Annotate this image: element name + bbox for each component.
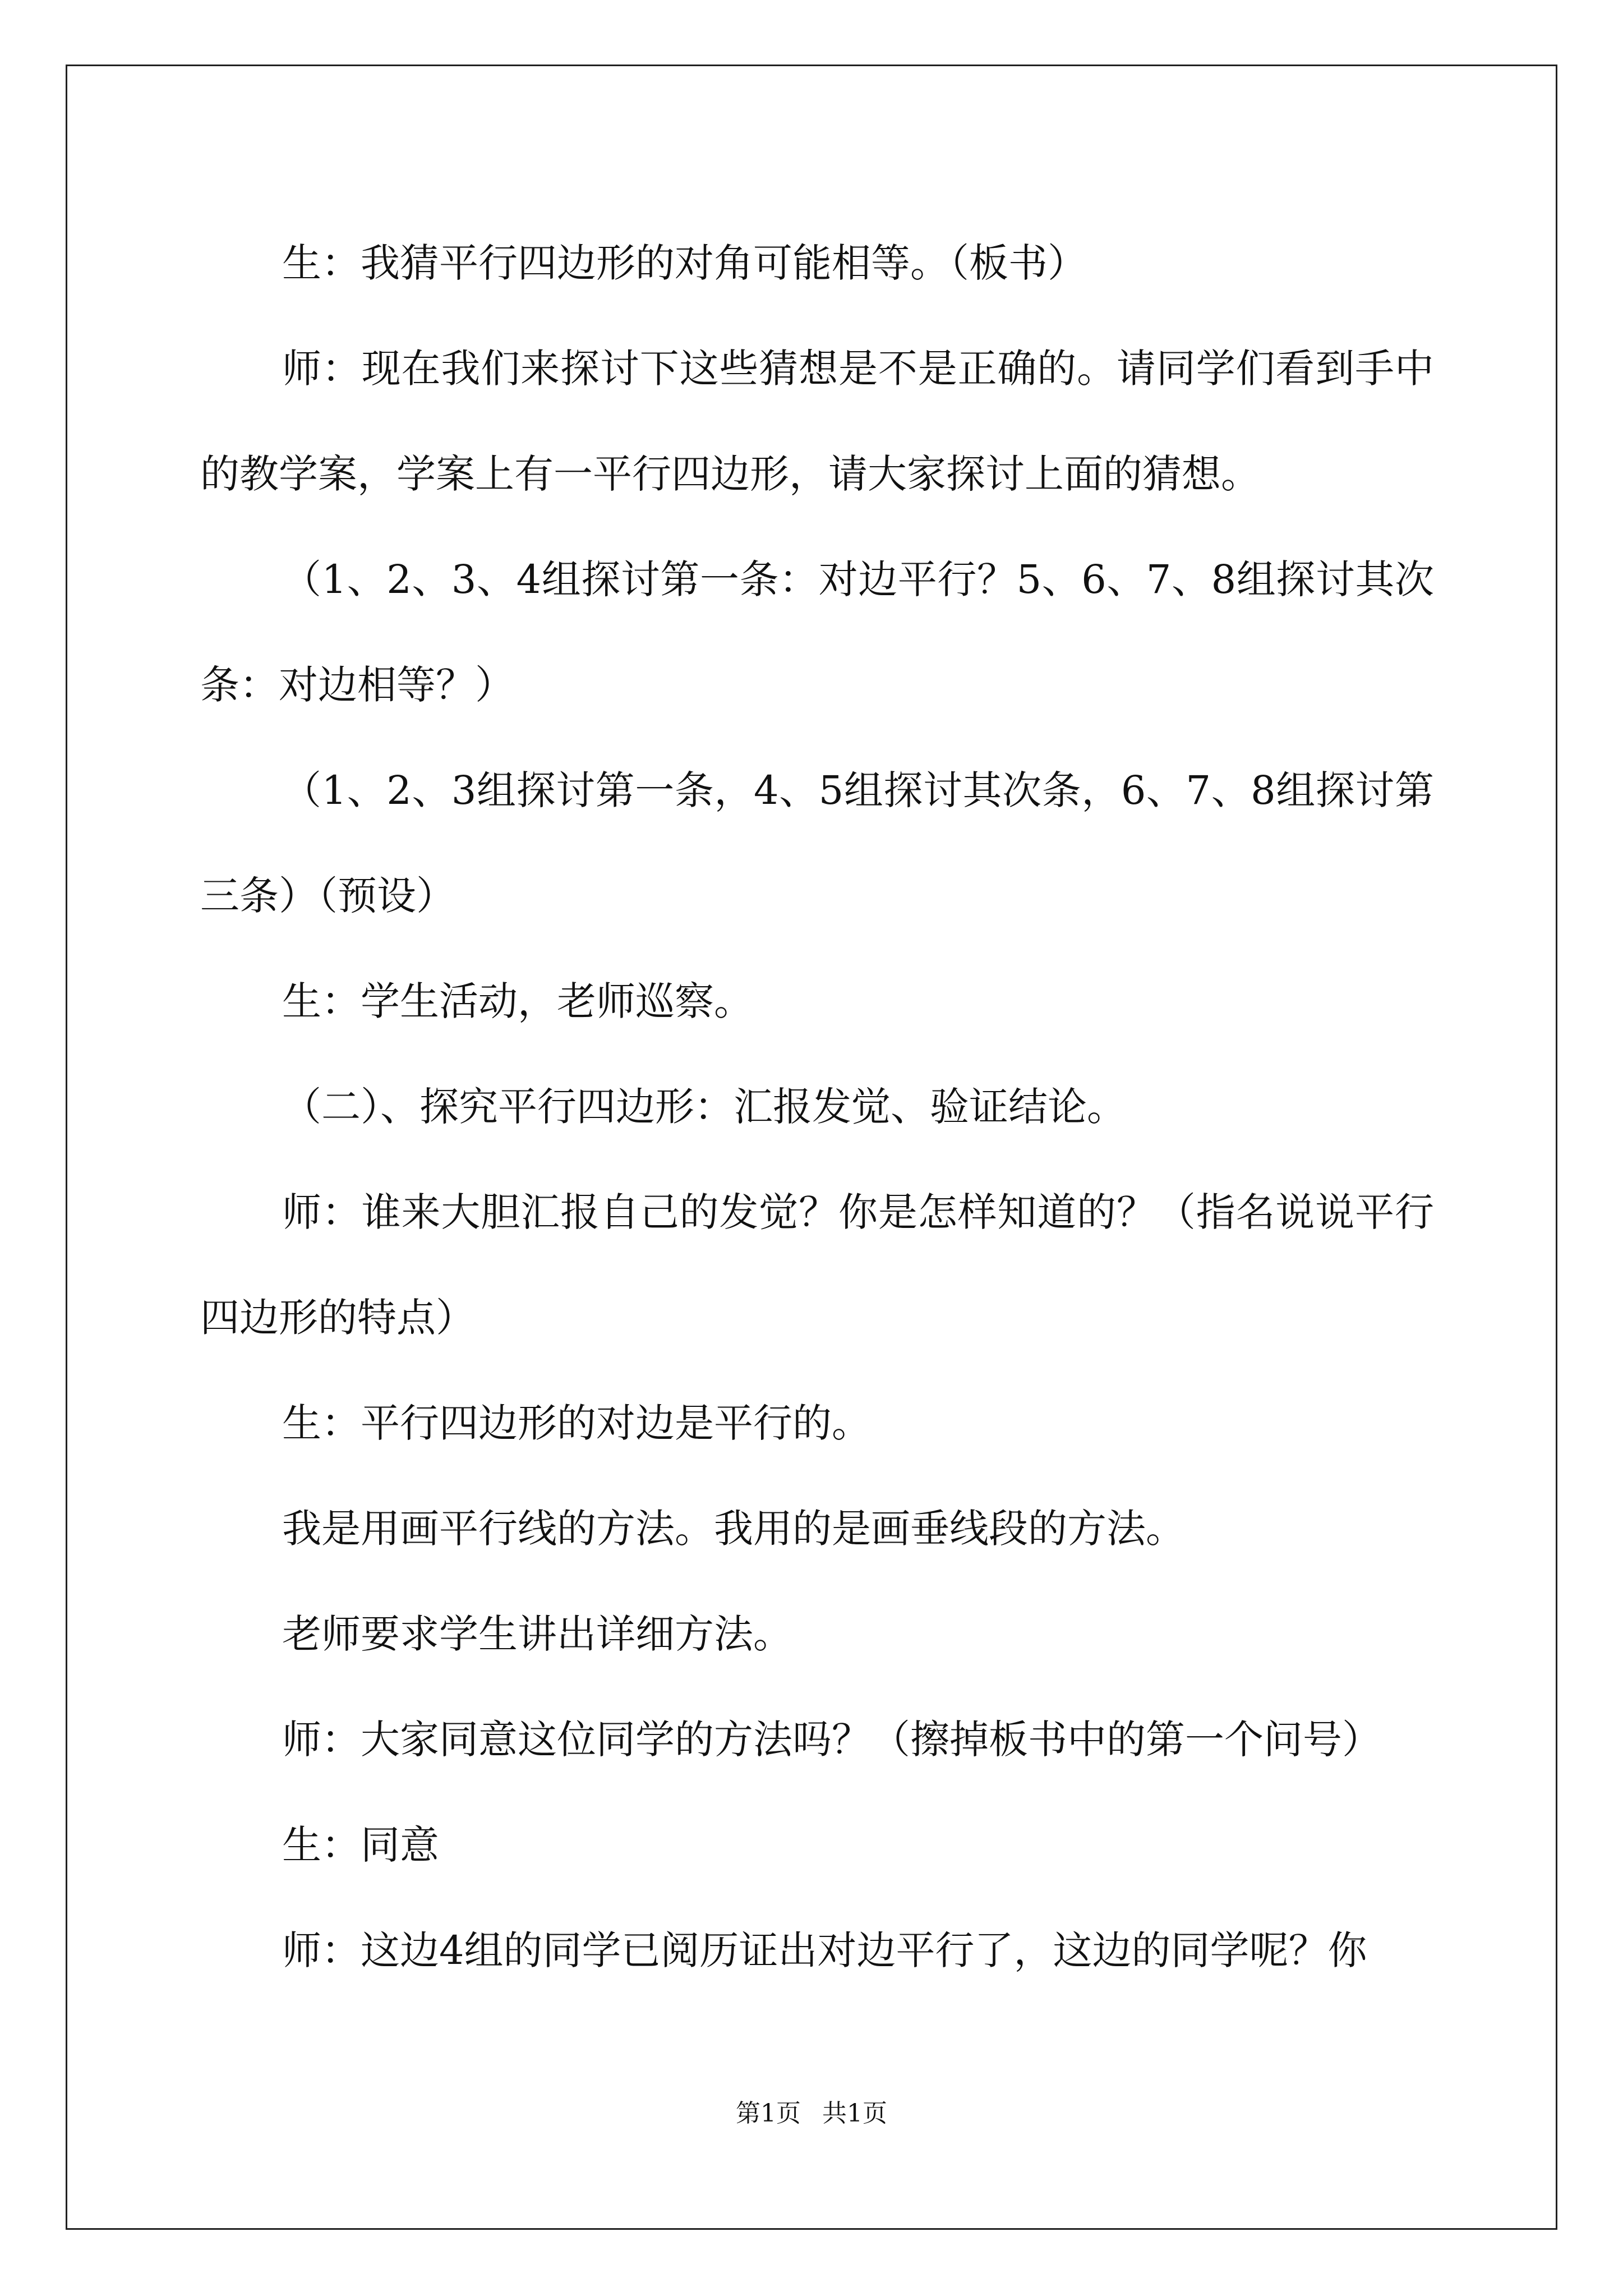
paragraph: （二）、探究平行四边形：汇报发觉、验证结论。 bbox=[282, 1084, 1126, 1130]
paragraph: 老师要求学生讲出详细方法。 bbox=[282, 1611, 792, 1657]
paragraph: 我是用画平行线的方法。我用的是画垂线段的方法。 bbox=[282, 1506, 1185, 1552]
paragraph: 师：现在我们来探讨下这些猜想是不是正确的。请同学们看到手中的教学案，学案上有一平行四边形，请大家探讨上面的猜想。 bbox=[200, 346, 1434, 497]
paragraph: 生：我猜平行四边形的对角可能相等。（板书） bbox=[282, 240, 1087, 286]
page-footer bbox=[0, 2097, 1623, 2131]
paragraph: 师：大家同意这位同学的方法吗？（擦掉板书中的第一个问号） bbox=[282, 1717, 1381, 1763]
paragraph: 生：学生活动，老师巡察。 bbox=[282, 978, 753, 1024]
paragraph: 生：平行四边形的对边是平行的。 bbox=[282, 1400, 871, 1446]
document-body bbox=[200, 210, 1434, 2003]
paragraph: （1、2、3、4组探讨第一条：对边平行？5、6、7、8组探讨其次条：对边相等？） bbox=[200, 556, 1434, 708]
paragraph: 师：这边4组的同学已阅历证出对边平行了，这边的同学呢？你 bbox=[282, 1927, 1367, 1973]
paragraph: 师：谁来大胆汇报自己的发觉？你是怎样知道的？（指名说说平行四边形的特点） bbox=[200, 1189, 1434, 1341]
paragraph: 生：同意 bbox=[282, 1822, 439, 1868]
page-number-current: 第1页 bbox=[736, 2099, 801, 2128]
paragraph: （1、2、3组探讨第一条，4、5组探讨其次条，6、7、8组探讨第三条）（预设） bbox=[200, 767, 1434, 919]
page-number-total: 共1页 bbox=[822, 2099, 887, 2128]
